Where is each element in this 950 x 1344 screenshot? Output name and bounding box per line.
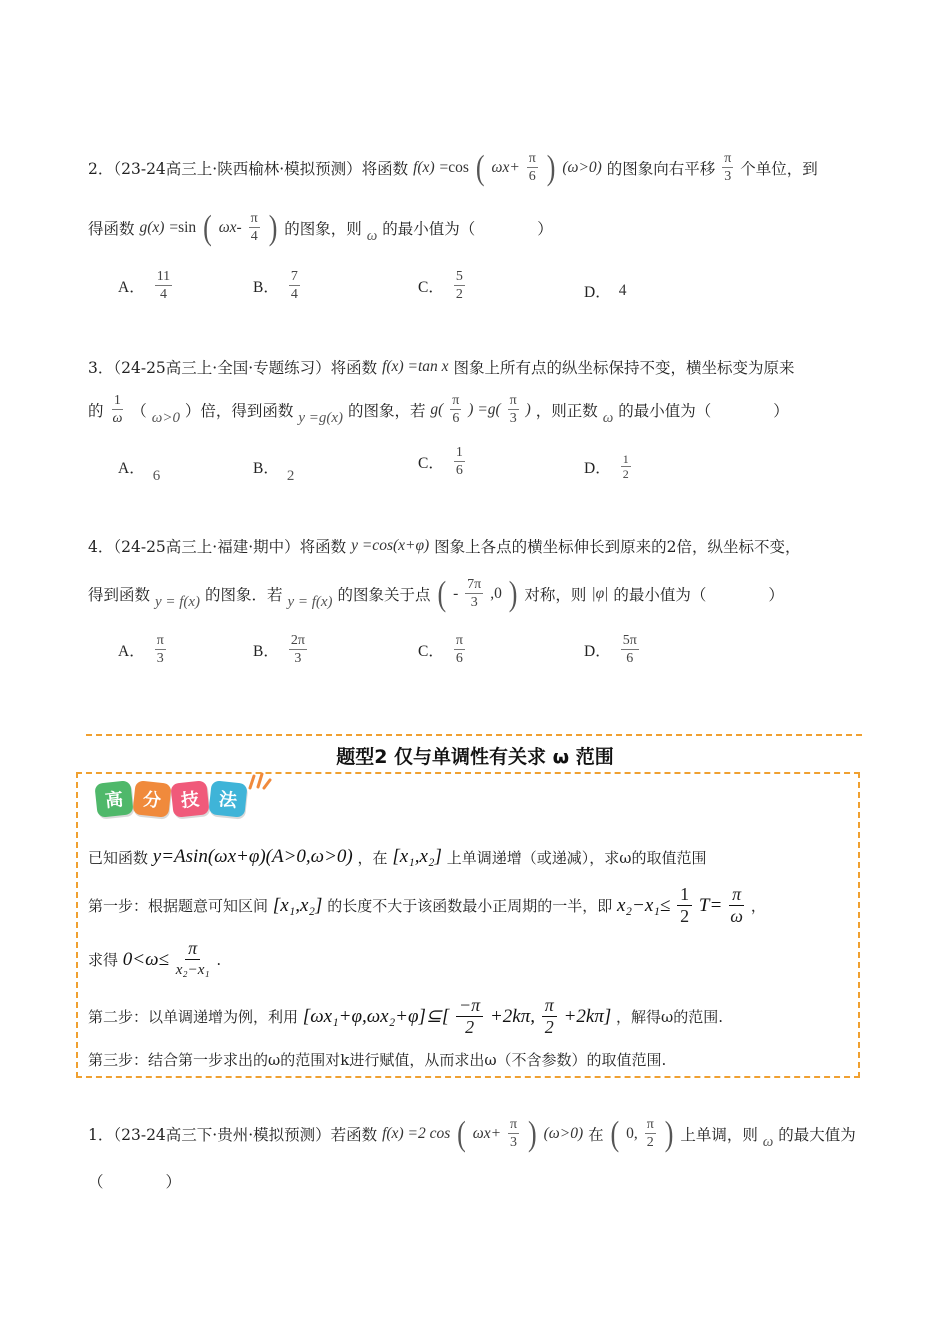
q3-text-a: 3．（24-25高三上·全国·专题练习）将函数: [88, 359, 378, 377]
tips-para-1: 已知函数 y=Asin(ωx+φ)(A>0,ω>0) ，在 [x₁,x₂] 上单调递增（或递减），求ω的取值范围: [88, 846, 707, 867]
q2-g-lhs: g(x): [139, 218, 165, 236]
q2-line2: 得函数 g(x) =sin ( ωx- $\frac{\pi}{4}$ ) 的图象，则 ω 的最小值为（ ）: [88, 207, 553, 247]
q3-text-e: 的图象，若: [347, 401, 426, 420]
q2-eq-sin: =sin: [169, 218, 197, 236]
q2-option-b[interactable]: B． $\frac{7}{4}$: [253, 269, 298, 302]
tips-para-5: 第三步：结合第一步求出的ω的范围对k进行赋值，从而求出ω（不含参数）的取值范围.: [88, 1051, 667, 1069]
q4-option-b[interactable]: B． $\frac{2\pi}{3}$: [253, 633, 305, 666]
q2-omega: ω: [366, 228, 378, 244]
q4-option-d[interactable]: D． $\frac{5\pi}{6}$: [584, 633, 637, 666]
q2-option-d[interactable]: D． 4: [584, 282, 627, 301]
q2-pi-over-6: $\frac{\pi}{6}$: [528, 151, 536, 184]
q4-text-f: 对称，则: [524, 585, 587, 604]
tips-para-2: 第一步：根据题意可知区间 [x₁,x₂] 的长度不大于该函数最小正周期的一半，即 x₂−x₁≤ $\frac{1}{2}$ T= $\frac{\pi}{\omega}$ ，: [88, 884, 766, 926]
q2-cond: (ω>0): [562, 158, 602, 176]
q4-option-c[interactable]: C． $\frac{\pi}{6}$: [418, 633, 463, 666]
q1b-line1: 1．（23-24高三下·贵州·模拟预测）若函数 f(x) =2 cos ( ωx+ $\frac{\pi}{3}$ ) (ω>0) 在 ( 0, $\frac{\pi}{2}$ ) 上单调，则 ω 的最大值为: [88, 1113, 856, 1153]
q2-option-a[interactable]: A． $\frac{11}{4}$: [118, 269, 171, 302]
q2-text-b: 的图象向右平移: [606, 159, 716, 178]
logo-tile-ji: 技: [170, 780, 209, 818]
q3-y-eq: y =g(x): [298, 410, 344, 426]
q2-text-d: 得函数: [88, 219, 135, 238]
tips-func: y=Asin(ωx+φ)(A>0,ω>0): [152, 846, 353, 867]
q3-f-expr: f(x) =tan x: [382, 358, 449, 375]
q1b-text-a: 1．（23-24高三下·贵州·模拟预测）若函数: [88, 1125, 378, 1144]
q3-text-f: ，则正数: [535, 401, 598, 420]
q4-abs-phi: |φ|: [591, 584, 609, 602]
q4-text-c: 得到函数: [88, 585, 151, 604]
q4-text-g: 的最小值为（ ）: [613, 585, 784, 604]
q2-f-lhs: f(x): [413, 158, 435, 176]
q3-option-a[interactable]: A． 6: [118, 460, 161, 484]
q4-y-f: y = f(x): [154, 594, 201, 610]
q2-pi-over-3: $\frac{\pi}{3}$: [724, 151, 732, 184]
q4-line2: 得到函数 y = f(x) 的图象．若 y = f(x) 的图象关于点 ( - $\frac{7\pi}{3}$ ,0 ) 对称，则 |φ| 的最小值为（ ）: [88, 573, 784, 613]
q4-text-b: 图象上各点的横坐标伸长到原来的2倍，纵坐标不变，: [434, 538, 801, 556]
q3-option-d[interactable]: D． $\frac{1}{2}$: [584, 452, 629, 481]
q3-text-b: 图象上所有点的纵坐标保持不变，横坐标变为原来: [453, 359, 795, 377]
q2-line1: 2．（23-24高三上·陕西榆林·模拟预测）将函数 f(x) =cos ( ωx+ $\frac{\pi}{6}$ ) (ω>0) 的图象向右平移 $\frac{\pi}{3}$ 个单位，到: [88, 147, 818, 187]
tips-para-4: 第二步：以单调递增为例，利用 [ωx₁+φ,ωx₂+φ]⊆[ $\frac{-\pi}{2}$ +2kπ, $\frac{\pi}{2}$ +2kπ] ，解得ω的范围.: [88, 995, 724, 1037]
q1b-f-expr: f(x) =2 cos: [382, 1124, 451, 1142]
gaofen-jifa-logo: [96, 782, 246, 816]
q3-line2: 的 $\frac{1}{\omega}$ （ ω>0 ）倍，得到函数 y =g(x) 的图象，若 g( $\frac{\pi}{6}$ ) =g( $\frac{\pi}{3}$ ) ，则正数 ω 的最小值为（ ）: [88, 393, 789, 426]
section-divider: [86, 734, 862, 736]
q4-option-a[interactable]: A． $\frac{\pi}{3}$: [118, 633, 164, 666]
sparkle-icon: [246, 772, 272, 790]
q3-text-d: ）倍，得到函数: [184, 401, 294, 420]
logo-tile-fen: 分: [132, 780, 171, 818]
q3-text-g: 的最小值为（ ）: [618, 401, 789, 420]
q2-omega-x: ωx+: [491, 158, 520, 176]
q2-omega-x-minus: ωx-: [218, 218, 242, 236]
q3-option-b[interactable]: B． 2: [253, 460, 295, 484]
logo-tile-gao: 高: [94, 780, 133, 818]
logo-tile-fa: 法: [208, 780, 247, 818]
q3-option-c[interactable]: C． $\frac{1}{6}$: [418, 445, 463, 478]
q3-one-over-omega: $\frac{1}{\omega}$: [112, 393, 123, 426]
q3-text-c: 的: [88, 401, 104, 420]
q4-text-e: 的图象关于点: [337, 585, 431, 604]
q4-text-a: 4．（24-25高三上·福建·期中）将函数: [88, 538, 347, 556]
q2-pi-over-4: $\frac{\pi}{4}$: [250, 211, 258, 244]
q2-text-f: 的最小值为（ ）: [382, 219, 553, 238]
q3-cond: ω>0: [151, 410, 180, 426]
q2-option-c[interactable]: C． $\frac{5}{2}$: [418, 269, 463, 302]
q1b-line2: （ ）: [88, 1173, 182, 1191]
q3-line1: [88, 356, 794, 378]
q2-text-e: 的图象，则: [284, 219, 362, 238]
q4-y-cos: y =cos(x+φ): [351, 537, 430, 554]
q2-text-a: 2．（23-24高三上·陕西榆林·模拟预测）将函数: [88, 159, 409, 178]
q2-text-c: 个单位，到: [740, 159, 818, 178]
q2-eq-cos: =cos: [439, 158, 469, 176]
section-title: 题型2 仅与单调性有关求 ω 范围: [336, 746, 614, 768]
q4-text-d: 的图象．若: [205, 585, 283, 604]
tips-para-3: 求得 0<ω≤ π x₂−x₁ .: [88, 938, 222, 978]
q4-line1: [88, 535, 801, 557]
